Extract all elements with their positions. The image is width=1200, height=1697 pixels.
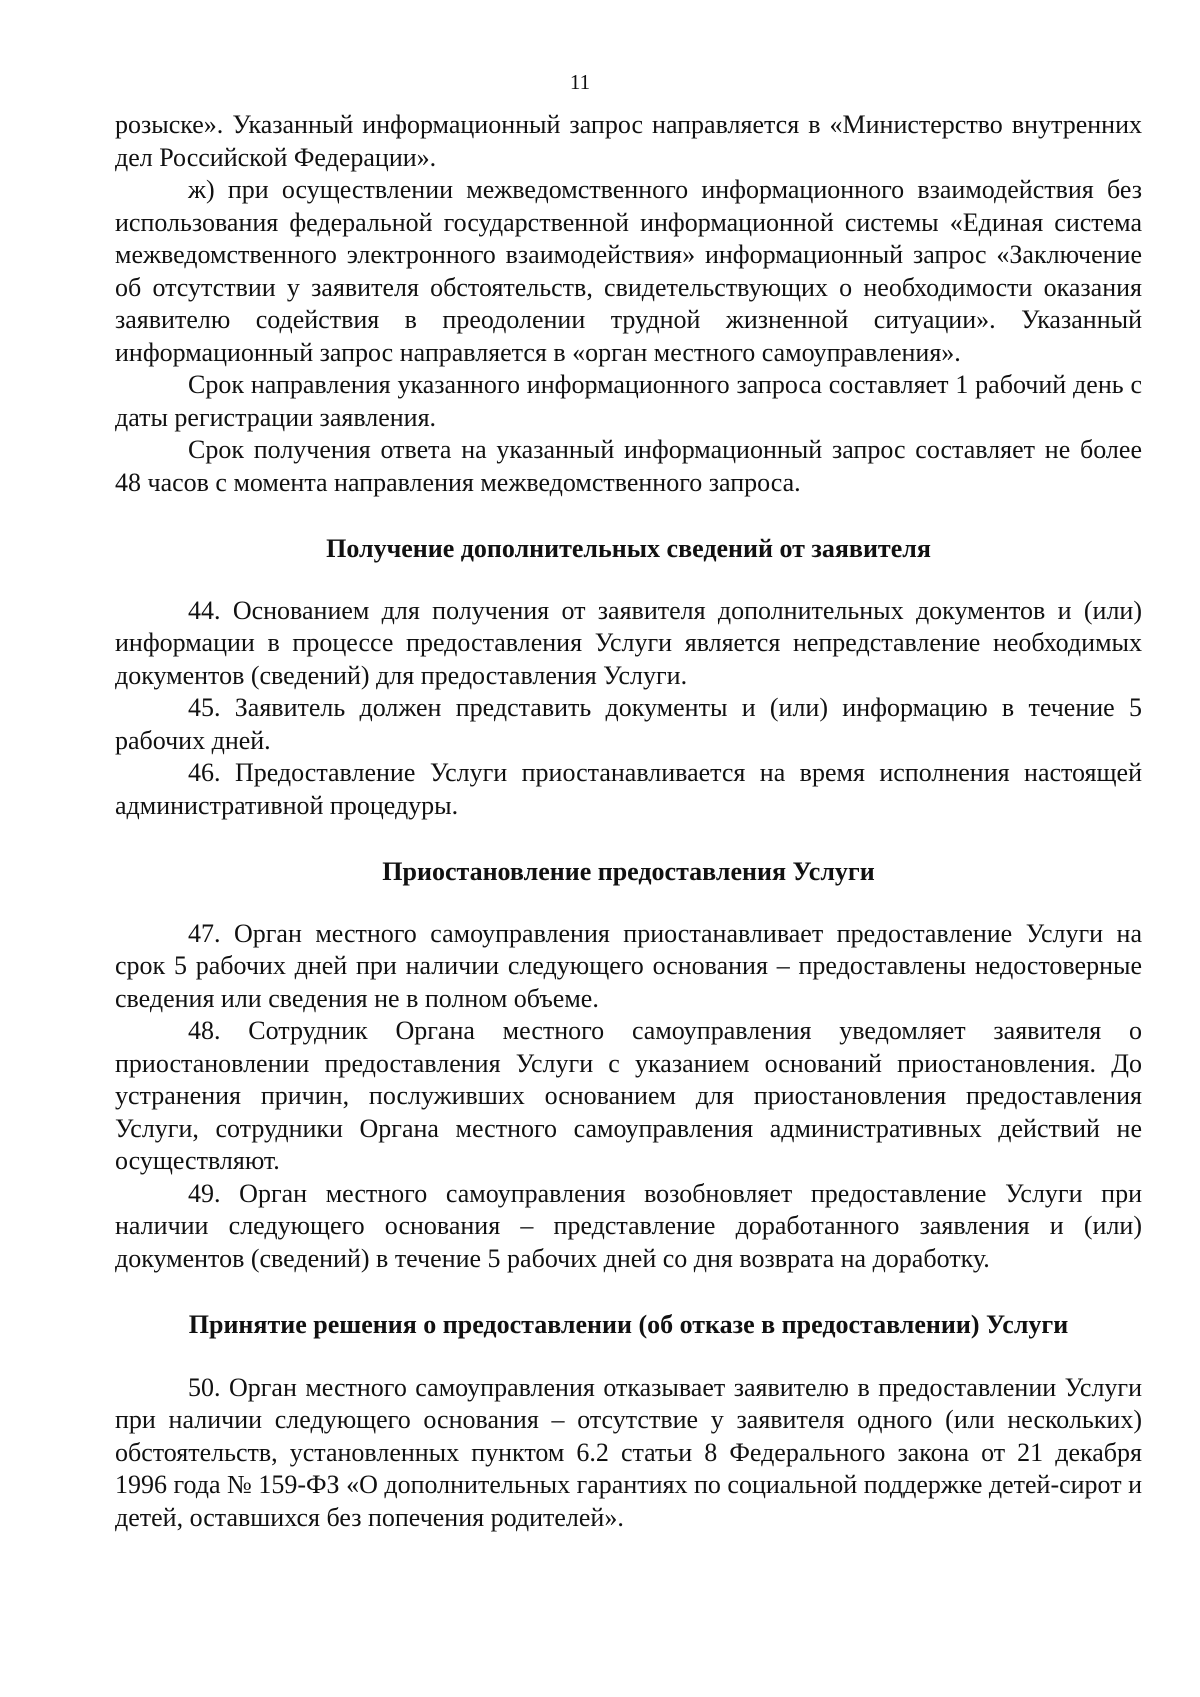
paragraph-response-deadline: Срок получения ответа на указанный информационный запрос составляет не более 48 часов с момента направления межведомственного запроса.: [115, 435, 1142, 497]
section-heading-decision: Принятие решения о предоставлении (об отказе в предоставлении) Услуги: [188, 1310, 1069, 1339]
section-heading-additional-info: Получение дополнительных сведений от заявителя: [326, 534, 931, 563]
paragraph-request-deadline: Срок направления указанного информационного запроса составляет 1 рабочий день с даты регистрации заявления.: [115, 370, 1142, 432]
paragraph-44: 44. Основанием для получения от заявителя дополнительных документов и (или) информации в процессе предоставления Услуги является непредставление необходимых документов (сведений) для предоставления Услуги.: [115, 595, 1142, 690]
paragraph-46: 46. Предоставление Услуги приостанавливается на время исполнения настоящей административной процедуры.: [115, 758, 1142, 820]
paragraph-49: 49. Орган местного самоуправления возобновляет предоставление Услуги при наличии следующего основания – представление доработанного заявления и (или) документов (сведений) в течение 5 рабочих дней со дня возврата на доработку.: [115, 1178, 1142, 1273]
paragraph-47: 47. Орган местного самоуправления приостанавливает предоставление Услуги на срок 5 рабочих дней при наличии следующего основания – предоставлены недостоверные сведения или сведения не в полном объеме.: [115, 918, 1142, 1013]
paragraph-continuation: розыске». Указанный информационный запрос направляется в «Министерство внутренних дел Российской Федерации».: [115, 110, 1142, 172]
document-body: [115, 109, 1142, 1534]
paragraph-48: 48. Сотрудник Органа местного самоуправления уведомляет заявителя о приостановлении предоставления Услуги с указанием оснований приостановления. До устранения причин, послуживших основанием для приостановления предоставления Услуги, сотрудники Органа местного самоуправления административных действий не осуществляют.: [115, 1016, 1142, 1175]
page-number: 11: [569, 70, 591, 94]
paragraph-50: 50. Орган местного самоуправления отказывает заявителю в предоставлении Услуги при наличии следующего основания – отсутствие у заявителя одного (или нескольких) обстоятельств, установленных пунктом 6.2 статьи 8 Федерального закона от 21 декабря 1996 года № 159-ФЗ «О дополнительных гарантиях по социальной поддержке детей-сирот и детей, оставшихся без попечения родителей».: [115, 1372, 1142, 1532]
paragraph-item-zh: ж) при осуществлении межведомственного информационного взаимодействия без использования федеральной государственной информационной системы «Единая система межведомственного электронного взаимодействия» информационный запрос «Заключение об отсутствии у заявителя обстоятельств, свидетельствующих о необходимости оказания заявителю содействия в преодолении трудной жизненной ситуации». Указанный информационный запрос направляется в «орган местного самоуправления».: [115, 175, 1142, 367]
section-heading-suspension: Приостановление предоставления Услуги: [382, 857, 875, 886]
paragraph-45: 45. Заявитель должен представить документы и (или) информацию в течение 5 рабочих дней.: [115, 693, 1142, 755]
